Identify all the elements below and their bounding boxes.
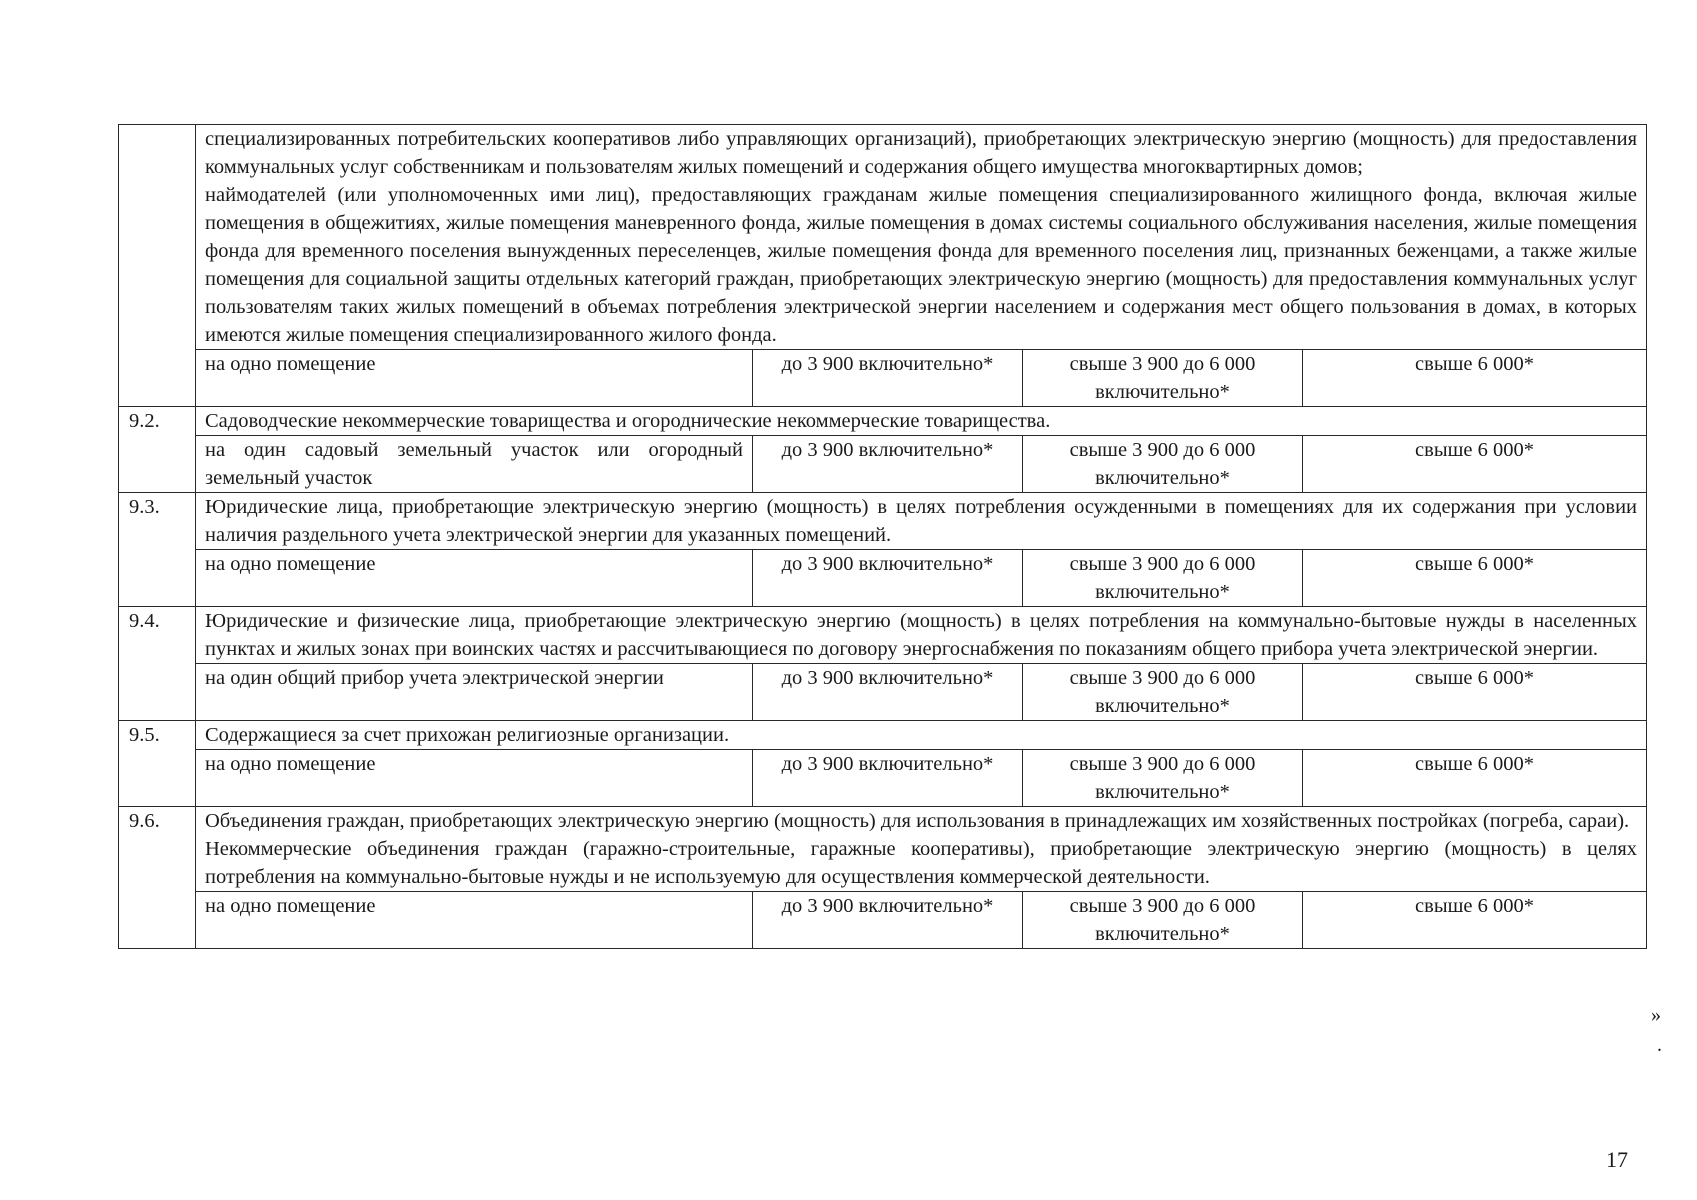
range-low-cell: до 3 900 включительно* (753, 750, 1023, 807)
section-description (196, 607, 1647, 664)
table-row (119, 125, 1647, 350)
table-row (119, 493, 1647, 550)
description-paragraph: Некоммерческие объединения граждан (гаражно-строительные, гаражные кооперативы), приобретающие электрическую энергию (мощность) в целях потребления на коммунально-бытовые нужды и не используемую для осуществления коммерческой деятельности. (205, 838, 1638, 888)
unit-cell: на одно помещение (196, 350, 753, 407)
unit-cell: на одно помещение (196, 892, 753, 949)
section-description (196, 807, 1647, 892)
unit-cell: на одно помещение (196, 550, 753, 607)
description-paragraph: Юридические лица, приобретающие электрическую энергию (мощность) в целях потребления осужденными в помещениях для их содержания при условии наличия раздельного учета электрической энергии для указанных помещений. (205, 496, 1638, 546)
range-high-cell: свыше 6 000* (1303, 350, 1647, 407)
unit-cell: на один садовый земельный участок или огородный земельный участок (196, 436, 753, 493)
table-row (119, 350, 1647, 407)
section-number: 9.5. (119, 721, 196, 807)
section-description (196, 721, 1647, 750)
range-low-cell: до 3 900 включительно* (753, 664, 1023, 721)
range-low-cell: до 3 900 включительно* (753, 550, 1023, 607)
range-low-cell: до 3 900 включительно* (753, 892, 1023, 949)
table-row (119, 892, 1647, 949)
range-high-cell: свыше 6 000* (1303, 892, 1647, 949)
table-row (119, 436, 1647, 493)
range-high-cell: свыше 6 000* (1303, 550, 1647, 607)
range-low-cell: до 3 900 включительно* (753, 350, 1023, 407)
closing-period: . (1657, 1034, 1662, 1056)
table-row (119, 721, 1647, 750)
description-paragraph: Содержащиеся за счет прихожан религиозные организации. (205, 724, 730, 746)
description-paragraph: Садоводческие некоммерческие товарищества и огороднические некоммерческие товарищества. (205, 410, 1051, 432)
section-number: 9.3. (119, 493, 196, 607)
table-row (119, 607, 1647, 664)
range-mid-cell: свыше 3 900 до 6 000 включительно* (1023, 664, 1303, 721)
section-description (196, 125, 1647, 350)
table-row (119, 664, 1647, 721)
tariff-table (118, 124, 1647, 949)
table-row (119, 550, 1647, 607)
description-paragraph: наймодателей (или уполномоченных ими лиц), предоставляющих гражданам жилые помещения специализированного жилищного фонда, включая жилые помещения в общежитиях, жилые помещения маневренного фонда, жилые помещения в домах системы социального обслуживания населения, жилые помещения фонда для временного поселения вынужденных переселенцев, жилые помещения фонда для временного поселения лиц, признанных беженцами, а также жилые помещения для социальной защиты отдельных категорий граждан, приобретающих электрическую энергию (мощность) для предоставления коммунальных услуг пользователям таких жилых помещений в объемах потребления электрической энергии населением и содержания мест общего пользования в домах, в которых имеются жилые помещения специализированного жилого фонда. (205, 184, 1638, 346)
range-high-cell: свыше 6 000* (1303, 750, 1647, 807)
section-number: 9.6. (119, 807, 196, 949)
table-row (119, 807, 1647, 892)
range-mid-cell: свыше 3 900 до 6 000 включительно* (1023, 436, 1303, 493)
range-mid-cell: свыше 3 900 до 6 000 включительно* (1023, 350, 1303, 407)
range-low-cell: до 3 900 включительно* (753, 436, 1023, 493)
section-number: 9.4. (119, 607, 196, 721)
closing-quote-mark: » (1651, 1004, 1661, 1026)
table-row (119, 407, 1647, 436)
unit-cell: на одно помещение (196, 750, 753, 807)
range-high-cell: свыше 6 000* (1303, 436, 1647, 493)
description-paragraph: специализированных потребительских кооперативов либо управляющих организаций), приобретающих электрическую энергию (мощность) для предоставления коммунальных услуг собственникам и пользователям жилых помещений и содержания общего имущества многоквартирных домов; (205, 128, 1638, 178)
section-number-cell (119, 125, 196, 407)
description-paragraph: Юридические и физические лица, приобретающие электрическую энергию (мощность) в целях потребления на коммунально-бытовые нужды в населенных пунктах и жилых зонах при воинских частях и рассчитывающиеся по договору энергоснабжения по показаниям общего прибора учета электрической энергии. (205, 610, 1638, 660)
section-description (196, 407, 1647, 436)
section-description (196, 493, 1647, 550)
range-high-cell: свыше 6 000* (1303, 664, 1647, 721)
range-mid-cell: свыше 3 900 до 6 000 включительно* (1023, 750, 1303, 807)
table-row (119, 750, 1647, 807)
unit-cell: на один общий прибор учета электрической энергии (196, 664, 753, 721)
description-paragraph: Объединения граждан, приобретающих электрическую энергию (мощность) для использования в принадлежащих им хозяйственных постройках (погреба, сараи). (205, 810, 1630, 832)
range-mid-cell: свыше 3 900 до 6 000 включительно* (1023, 550, 1303, 607)
section-number: 9.2. (119, 407, 196, 493)
range-mid-cell: свыше 3 900 до 6 000 включительно* (1023, 892, 1303, 949)
page-number: 17 (1606, 1147, 1628, 1172)
